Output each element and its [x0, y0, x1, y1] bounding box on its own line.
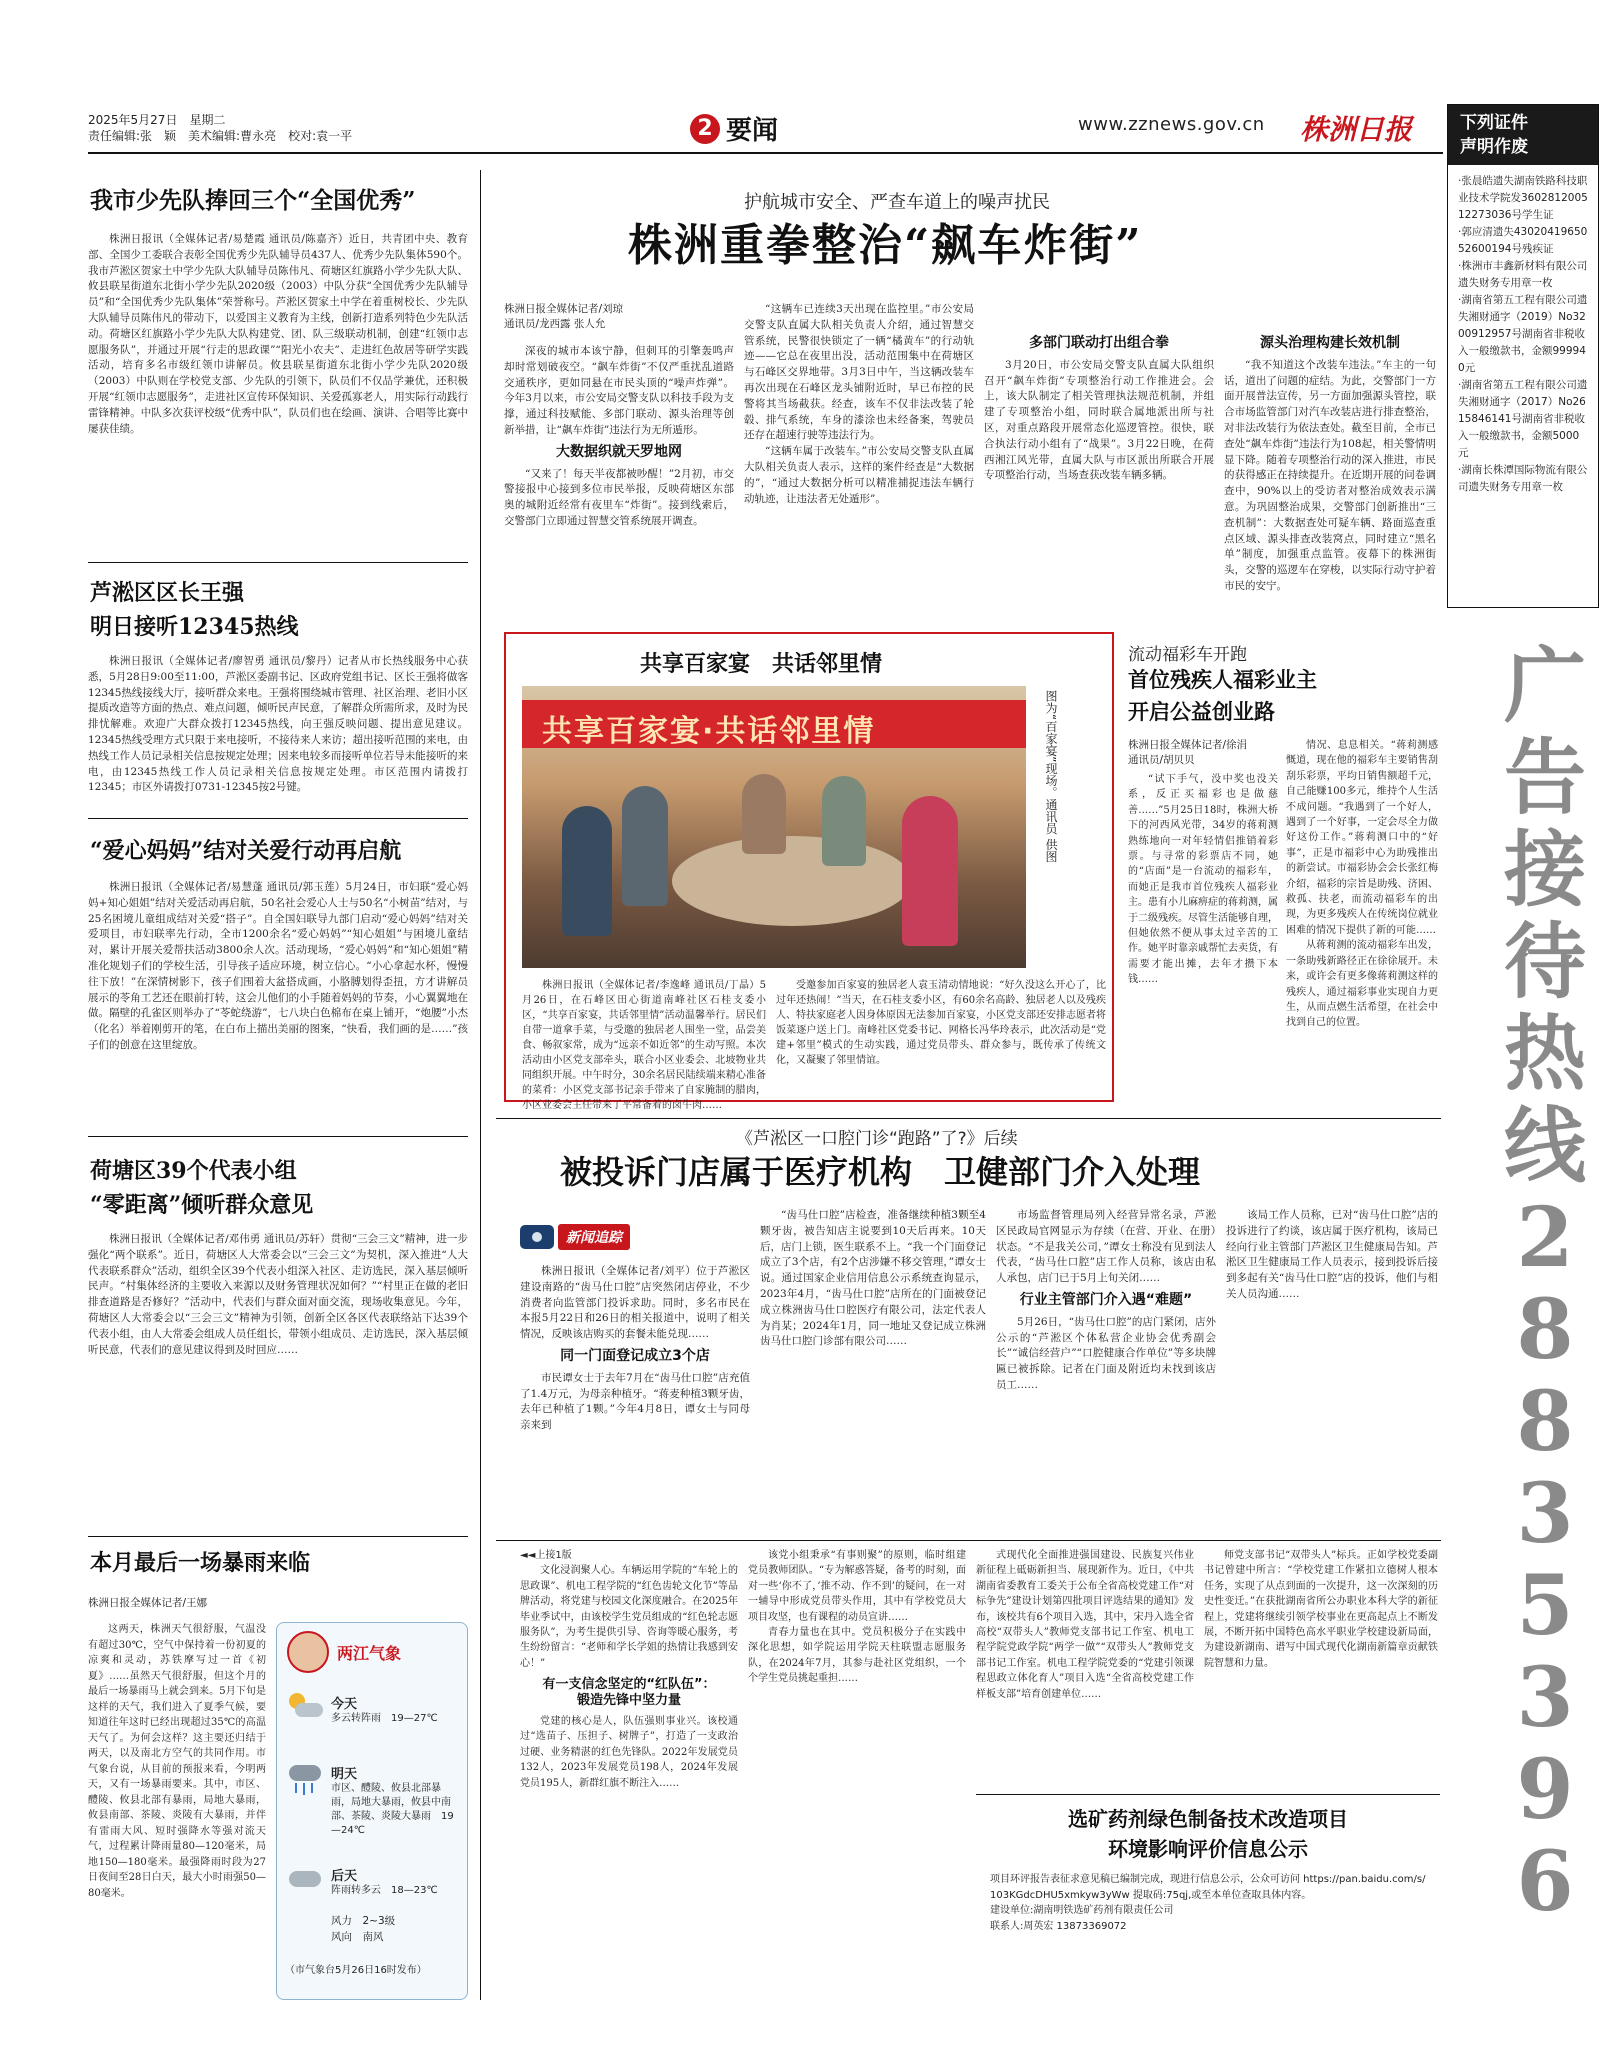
- env-notice-title: 选矿药剂绿色制备技术改造项目 环境影响评价信息公示: [1068, 1807, 1348, 1861]
- wind-force: 风力 2~3级: [331, 1915, 396, 1927]
- notice-item: ·张晨皓遗失湖南铁路科技职业技术学院发360281200512273036号学生证: [1458, 175, 1588, 221]
- banquet-title: 共享百家宴 共话邻里情: [640, 651, 883, 677]
- hetang-headline: 荷塘区39个代表小组 “零距离”倾听群众意见: [90, 1158, 314, 1218]
- notice-item: ·湖南省第五工程有限公司遗失湘财通字（2019）No3200912957号湖南省非税收入一般缴款书，金额999940元: [1458, 294, 1588, 374]
- day-desc: 多云转阵雨 19—27℃: [331, 1713, 438, 1724]
- rain-headline: 本月最后一场暴雨来临: [90, 1550, 311, 1576]
- lottery-headline: 首位残疾人福彩业主 开启公益创业路: [1128, 667, 1317, 724]
- cloud-sun-icon: [287, 1693, 325, 1721]
- ad-char: 待: [1503, 914, 1586, 1010]
- main-byline: 株洲日报全媒体记者/刘琼 通讯员/龙西露 张人允: [504, 303, 624, 330]
- school-body-col1: [520, 1548, 738, 2000]
- notice-item: ·株洲市丰鑫新材料有限公司遗失财务专用章一枚: [1458, 260, 1588, 289]
- ad-char: 线: [1503, 1098, 1586, 1194]
- article-text: 株洲日报讯（全媒体记者/李逸峰 通讯员/丁晶）5月26日，在石峰区田心街道南峰社区石桂支委小区，“共享百家宴，共话邻里情”活动温馨举行。居民们自带一道拿手菜，与受邀的独居老人围坐一堂，品尝美食、畅叙家常，成为“远亲不如近邻”的生动写照。本次活动由小区党支部牵头，联合小区业委会、北坡物业共同组织开展。中午时分，30余名居民陆续端来精心准备的菜肴：小区党支部书记亲手带来了自家腌制的腊肉，小区业委会主任带来了平常备着的卤牛肉……: [522, 980, 766, 1111]
- school-body-col4: [1204, 1548, 1438, 1788]
- lost-certificates-title: 下列证件 声明作废: [1448, 105, 1598, 165]
- article-text: 党建的核心是人，队伍强则事业兴。该校通过“选苗子、压担子、树牌子”，打造了一支政治过硬、业务精湛的红色先锋队。2022年发展党员132人，2023年发展党员198人，2024年发展党员195人，新群红旗不断注入……: [520, 1716, 738, 1789]
- dental-subhead-same-address: 同一门面登记成立3个店: [560, 1347, 710, 1364]
- ad-char: 9: [1516, 1742, 1574, 1838]
- article-text: 式现代化全面推进强国建设、民族复兴伟业新征程上砥砺新担当、展现新作为。近日，《中共湖南省委教育工委关于公布全省高校党建工作“对标争先”建设计划第四批项目评选结果的通知》发布，该校共有6个项目入选，其中，宋丹入选全省高校“双带头人”教师党支部书记工作室、机电工程学院党政学院“两学一做”“双带头人”教师党支部书记工作室。机电工程学院党委的“党建引领课程思政立体化育人”项目入选“全省高校党建工作样板支部”培育创建单位……: [976, 1550, 1194, 1700]
- masthead-rule: [88, 152, 1443, 154]
- ad-char: 广: [1503, 638, 1586, 734]
- ad-char: 接: [1503, 822, 1586, 918]
- person-shape: [742, 774, 786, 854]
- weather-box: [276, 1622, 468, 2000]
- article-text: 株洲日报讯（全媒体记者/廖智勇 通讯员/黎丹）记者从市长热线服务中心获悉，5月28日9:00至11:00，芦淞区委副书记、区政府党组书记、区长王强将做客12345热线接线大厅，接听群众来电。王强将围绕城市管理、社区治理、老旧小区提质改造等方面的热点、难点问题，倾听民声民意，了解群众所需所求，及时为民排忧解难。欢迎广大群众拨打12345热线，向王强反映问题、提出意见建议。12345热线受理方式只限于来电接听，不接待来人来访；超出接听范围的来电，由热线工作人员记录相关信息按规定处理；因来电较多而接听单位若导未能接听的来电，由12345热线工作人员记录相关信息按规定处理。市区范围内请拨打12345；市区外请拨打0731-12345按2号键。: [88, 655, 468, 794]
- main-headline: 株洲重拳整治“飙车炸街”: [628, 220, 1143, 271]
- site-url: www.zznews.gov.cn: [1078, 114, 1265, 135]
- page-number: 2: [690, 114, 720, 144]
- divider: [88, 818, 468, 819]
- article-text: “这辆车属于改装车。”市公安局交警支队直属大队相关负责人表示，这样的案件经查是“大数据的”，“通过大数据分析可以精准捕捉违法车辆行动轨迹，让违法者无处遁形”。: [744, 445, 974, 505]
- dental-headline: 被投诉门店属于医疗机构 卫健部门介入处理: [560, 1153, 1201, 1191]
- ad-char: 5: [1516, 1558, 1574, 1654]
- person-shape: [822, 776, 866, 866]
- forecast-tomorrow: [287, 1763, 459, 1838]
- main-subhead-joint: 多部门联动打出组合拳: [1029, 335, 1169, 351]
- divider: [976, 1794, 1440, 1795]
- rain-body: [88, 1622, 266, 2002]
- banner-text: 共享百家宴·共话邻里情: [542, 714, 876, 749]
- ad-char: 告: [1503, 730, 1586, 826]
- divider: [88, 1536, 468, 1537]
- article-text: 市场监督管理局列入经营异常名录，芦淞区民政局官网显示为存续（在营、开业、在册）状态。“不是我关公司，”谭女士称没有见到法人代表，“齿马仕口腔”店工作人员称，该店由私人承包，店门已于5月上旬关闭……: [996, 1209, 1216, 1285]
- love-mothers-headline: “爱心妈妈”结对关爱行动再启航: [90, 838, 402, 864]
- day-label: 明天: [331, 1767, 358, 1782]
- avatar: [287, 1631, 329, 1673]
- article-text: 深夜的城市本该宁静，但刺耳的引擎轰鸣声却时常划破夜空。“飙车炸街”不仅严重扰乱道路交通秩序，更如同悬在市民头顶的“噪声炸弹”。今年3月以来，市公安局交警支队以科技手段为支撑，通过科技赋能、多部门联动、源头治理等创新举措，让“飙车炸街”违法行为无所遁形。: [504, 345, 734, 436]
- day-label: 后天: [331, 1869, 358, 1884]
- lottery-body-col1: [1128, 772, 1278, 1110]
- lottery-byline: 株洲日报全媒体记者/徐涓 通讯员/胡贝贝: [1128, 739, 1248, 766]
- camera-icon: [520, 1225, 554, 1249]
- main-body-col4: [1224, 302, 1436, 660]
- article-text: 5月26日，“齿马仕口腔”的店门紧闭，店外公示的“芦淞区个体私营企业协会优秀副会长”“诚信经营户”“口腔健康合作单位”等多块牌匾已被拆除。记者在门面及附近均未找到该店员工……: [996, 1315, 1216, 1391]
- person-shape: [622, 786, 668, 906]
- dental-body-col1: [520, 1264, 750, 1530]
- young-pioneers-headline: 我市少先队捧回三个“全国优秀”: [90, 187, 416, 214]
- hetang-body: [88, 1232, 468, 1528]
- young-pioneers-body: [88, 232, 468, 554]
- article-text: 从蒋莉测的流动福彩车出发，一条助残新路径正在徐徐展开。未来，或许会有更多像蒋莉测这样的残疾人，通过福彩事业实现自力更生，从而点燃生活希望，在社会中找到自己的位置。: [1286, 940, 1438, 1029]
- newspaper-logo: 株洲日报: [1300, 113, 1413, 146]
- notice-item: ·湖南省第五工程有限公司遗失湘财通字（2017）No2615846141号湖南省非税收入一般缴款书，金额5000元: [1458, 379, 1588, 459]
- lost-certificates-list: [1448, 165, 1598, 504]
- ad-char: 8: [1516, 1282, 1574, 1378]
- column-divider: [480, 170, 481, 2000]
- lost-certificates-box: [1447, 104, 1599, 608]
- article-text: 3月20日，市公安局交警支队直属大队组织召开“飙车炸街”专项整治行动工作推进会。会上，该大队制定了相关管理执法规范机制，并组建了专项整治小组，同时联合属地派出所与社区，对重点路段开展常态化巡逻管控。很快，联合执法行动小组有了“战果”。3月22日晚，在荷西湘江风光带，直属大队与市区派出所联合开展专项整治行动，当场查获改装车辆多辆。: [984, 358, 1214, 482]
- dental-kicker: 《芦淞区一口腔门诊“跑路”了?》后续: [736, 1129, 1018, 1149]
- day-label: 今天: [331, 1697, 358, 1712]
- article-text: 青春力量也在其中。党员积极分子在实践中深化思想，如学院运用学院天柱联盟志愿服务队，在2024年7月，其参与赴社区党组织，一个个学生党员挑起重担……: [748, 1627, 966, 1685]
- badge-label: 新闻追踪: [558, 1224, 630, 1250]
- continued-from-label: ◄◄上接1版: [520, 1550, 572, 1561]
- article-text: “又来了！每天半夜都被吵醒！”2月初，市交警接报中心接到多位市民举报，反映荷塘区东部奥的城附近经常有夜里车“炸街”。接到线索后，交警部门立即通过智慧交管系统展开调查。: [504, 467, 734, 527]
- article-text: “齿马仕口腔”店检查，准备继续种植3颗至4颗牙齿，被告知店主说要到10天后再来。10天后，店门上锁，医生联系不上。“我一个门面登记成立了3个店，有2个店涉嫌不移交管理，”谭女士说。通过国家企业信用信息公示系统查询显示，2023年4月，“齿马仕口腔”店所在的门面被登记成立株洲齿马仕口腔医疗有限公司，法定代表人为肖某；2024年1月，同一地址又登记成立株洲齿马仕口腔门诊部有限公司……: [760, 1209, 986, 1348]
- school-subhead: 有一支信念坚定的“红队伍”： 锻造先锋中坚力量: [542, 1677, 716, 1708]
- main-body-col1: [504, 344, 734, 660]
- banquet-body-col1: [522, 978, 766, 1111]
- school-body-col2: [748, 1548, 966, 2000]
- photo-caption: 图为“百家宴”现场。通讯员 供图: [1044, 690, 1058, 863]
- lottery-body-col2: [1286, 738, 1438, 1110]
- banquet-photo: [522, 686, 1026, 968]
- rain-byline: 株洲日报全媒体记者/王娜: [88, 1597, 208, 1609]
- divider: [496, 1540, 1441, 1541]
- banquet-body-col2: [776, 978, 1106, 1094]
- hotline-headline: 芦淞区区长王强 明日接听12345热线: [90, 580, 299, 640]
- divider: [88, 562, 468, 563]
- article-text: 文化浸润聚人心。车辆运用学院的“车轮上的思政课”、机电工程学院的“红色齿轮文化节”等品牌活动，将党建与校园文化深度融合。在2025年毕业季试中，由该校学生党员组成的“红色轮志愿服务队”，为考生提供引导、咨询等暖心服务，考生纷纷留言：“老师和学长学姐的热情让我感到安心！”: [520, 1565, 738, 1669]
- main-subhead-bigdata: 大数据织就天罗地网: [556, 443, 682, 460]
- cloud-icon: [287, 1865, 325, 1893]
- hotline-body: [88, 654, 468, 806]
- wind-info: [331, 1913, 395, 1945]
- main-body-col3: [984, 302, 1214, 660]
- forecast-issued: （市气象台5月26日16时发布）: [285, 1965, 427, 1976]
- divider: [496, 1118, 1441, 1119]
- main-subhead-source: 源头治理构建长效机制: [1260, 335, 1400, 351]
- table-shape: [672, 836, 912, 926]
- page-section-marker: [690, 110, 778, 147]
- article-text: 这两天，株洲天气很舒服，气温没有超过30℃，空气中保持着一份初夏的凉爽和灵动，苏铁摩写过一首《初夏》……虽然天气很舒服，但这个月的最后一场暴雨马上就会到来。5月下旬是这样的天气，我们进入了夏季气候，要知道往年这时已经出现超过35℃的高温天气了。为何会这样？这主要还归结于两天，以及南北方空气的共同作用。市气象台说，从目前的预报来看，今明两天，又有一场暴雨要来。其中，市区、醴陵、攸县北部有暴雨，局地大暴雨，攸县南部、茶陵、炎陵有大暴雨，并伴有雷雨大风、短时强降水等强对流天气，过程累计降雨量80—120毫米，局地150—180毫米。最强降雨时段为27日夜间至28日白天，最大小时雨强50—80毫米。: [88, 1624, 266, 1899]
- divider: [88, 1136, 468, 1137]
- weather-brand: 两江气象: [337, 1643, 402, 1663]
- article-text: 株洲日报讯（全媒体记者/刘平）位于芦淞区建设南路的“齿马仕口腔”店突然闭店停业，不少消费者向监管部门投诉求助。同时，多名市民在本报5月22日和26日的相关报道中，说明了相关情况，反映该店购买的套餐未能兑现……: [520, 1265, 750, 1341]
- person-shape: [902, 796, 958, 946]
- issue-date: 2025年5月27日 星期二: [88, 113, 226, 127]
- dental-body-col2: [760, 1208, 986, 1530]
- forecast-after-tomorrow: [287, 1865, 459, 1898]
- notice-item: ·郭应清遗失430204196505260019​4号残疾证: [1458, 226, 1588, 255]
- person-shape: [562, 806, 612, 936]
- thunderstorm-icon: [287, 1763, 325, 1799]
- section-name: 要闻: [726, 116, 779, 146]
- weather-header: [277, 1623, 467, 1681]
- article-text: 株洲日报讯（全媒体记者/易楚霞 通讯员/陈嘉齐）近日，共青团中央、教育部、全国少工委联合表彰全国优秀少先队辅导员437人、优秀少先队集体590个。我市芦淞区贺家土中学少先队大队辅导员陈伟凡、荷塘区红旗路小学少先队大队、攸县联星街道东北街小学少先队2020级（2003）中队分获“全国优秀少先队辅导员”和“全国优秀少先队集体”荣誉称号。芦淞区贺家土中学在着重树校长、少先队大队辅导员陈伟凡的带动下，以爱国主义教育为主线，创新打造系列特色少先队活动。荷塘区红旗路小学少先队大队构建党、团、队三级联动机制，创建“红领巾志愿服务队”，并通过开展“行走的思政课”“阳光小农夫”、走进红色故居等研学实践活动，培育多名市级红领巾讲解员。攸县联星街道东北街小学少先队2020级（2003）中队则在学校党支部、少先队的引领下，队员们不仅品学兼优，还积极开展“红领巾志愿服务”，走进社区宣传环保知识、关爱孤寡老人，用实际行动践行雷锋精神。中队多次获评校级“优秀中队”，队员们也在绘画、演讲、合唱等比赛中屡获佳绩。: [88, 233, 468, 435]
- dental-subhead-regulator: 行业主管部门介入遇“难题”: [1019, 1291, 1193, 1308]
- school-body-col3: [976, 1548, 1194, 1788]
- dental-body-col3: [996, 1208, 1216, 1530]
- article-text: 市民谭女士于去年7月在“齿马仕口腔”店充值了1.4万元，为母亲种植牙。“蒋麦种植3颗牙齿，去年已种植了1颗。”今年4月8日，谭女士与同母亲来到: [520, 1371, 750, 1432]
- day-desc: 阵雨转多云 18—23℃: [331, 1885, 438, 1896]
- article-text: 该局工作人员称，已对“齿马仕口腔”店的投诉进行了约谈，该店属于医疗机构，该局已经向行业主管部门芦淞区卫生健康局告知。芦淞区卫生健康局工作人员表示，接到投诉后接到多起有关“齿马仕口腔”店的投诉，他们与相关人员沟通……: [1226, 1209, 1438, 1300]
- article-text: 该党小组秉承“有事则聚”的原则，临时组建党员教师团队。“专为解惑答疑，备考的时刻，面对一些‘你不了，’推不动、作不到’的疑问，在一对一辅导中形成党员带头作用，其中有学校党员大项目攻坚，也有课程的动员宣讲……: [748, 1550, 966, 1623]
- env-notice-body: 项目环评报告表征求意见稿已编制完成，现进行信息公示，公众可访问 https://pan.baidu.com/s/103KGdcDHU5xmkyw3yWw 提取码:75qj,或至本单位查取具体内容。 建设单位:湖南明铁选矿药剂有限责任公司 联系人:周英宏 13873369072: [990, 1874, 1426, 1932]
- ad-char: 8: [1516, 1374, 1574, 1470]
- news-tracking-badge: [520, 1222, 656, 1252]
- article-text: “这辆车已连续3天出现在监控里。”市公安局交警支队直属大队相关负责人介绍，通过智慧交管系统，民警很快锁定了一辆“橘黄车”的行动轨迹——它总在夜里出没，活动范围集中在荷塘区与石峰区交界地带。3月3日中午，当这辆改装车再次出现在石峰区龙头铺附近时，早已布控的民警将其当场截获。经查，该车不仅非法改装了轮毂、排气系统，车身的漆涂也未经备案，驾驶员还存在超速行驶等违法行为。: [744, 303, 974, 442]
- love-mothers-body: [88, 880, 468, 1128]
- ad-char: 3: [1516, 1650, 1574, 1746]
- notice-item: ·湖南长株潭国际物流有限公司遗失财务专用章一枚: [1458, 464, 1588, 493]
- advertising-hotline: [1490, 640, 1600, 1928]
- ad-char: 3: [1516, 1466, 1574, 1562]
- article-text: 情况、息息相关。“蒋莉测感慨道，现在他的福彩车主要销售刮刮乐彩票，平均日销售额超千元，自己能赚100多元，维持个人生活不成问题。“我遇到了一个好人，遇到了一个好事，一定会尽全力做好这份工作。”蒋莉测口中的“好事”，正是市福彩中心为助残推出的新尝试。市福彩协会会长张红梅介绍，福彩的宗旨是助残、济困、救孤、扶老，而流动福彩车的出现，为更多残疾人在传统岗位就业困难的情况下提供了新的可能……: [1286, 740, 1438, 936]
- main-kicker: 护航城市安全、严查车道上的噪声扰民: [744, 192, 1050, 213]
- ad-char: 热: [1503, 1006, 1586, 1102]
- article-text: “我不知道这个改装车违法。”车主的一句话，道出了问题的症结。为此，交警部门一方面开展普法宣传，另一方面加强源头管控，联合市场监管部门对汽车改装店进行排查整治，对非法改装行为依法查处。截至目前，全市已查处“飙车炸街”违法行为108起，相关警情明显下降。随着专项整治行动的深入推进，市民的获得感正在持续提升。在近期开展的问卷调查中，90%以上的受访者对整治成效表示满意。为巩固整治成果，交警部门创新推出“三查机制”：大数据查处可疑车辆、路面巡查重点区域、源头排查改装窝点，同时建立“黑名单”制度，加强重点监管。夜幕下的株洲街头，交警的巡逻车在穿梭，以实际行动守护着市民的安宁。: [1224, 358, 1436, 592]
- editors-line: 责任编辑:张 颖 美术编辑:曹永亮 校对:袁一平: [88, 129, 353, 143]
- forecast-today: [287, 1693, 459, 1726]
- article-text: 受邀参加百家宴的独居老人袁玉清动情地说：“好久没这么开心了，比过年还热闹！”当天，在石桂支委小区，有60余名高龄、独居老人以及残疾人、特扶家庭老人因身体原因无法参加百家宴，小区党支部还安排志愿者将饭菜逐户送上门。南峰社区党委书记、网格长冯华玲表示，此次活动是“党建+邻里”模式的生动实践，通过党员带头、群众参与，既传承了传统文化，又凝聚了邻里情谊。: [776, 980, 1106, 1066]
- main-body-col2: [744, 302, 974, 660]
- article-text: 株洲日报讯（全媒体记者/邓伟勇 通讯员/苏轩）贯彻“三会三文”精神，进一步强化“两个联系”。近日，荷塘区人大常委会以“三会三文”为契机，深入推进“人大代表联系群众”活动，组织全区39个代表小组深入社区、走访选民，深入基层倾听民声。“村集体经济的主要收入来源以及财务管理状况如何？”“村里正在做的老旧排查道路是否修好？”活动中，代表们与群众面对面交流，现场收集意见。今年，荷塘区人大常委会以“三会三文”精神为引领，创新全区各区代表联络站下达39个代表小组，由人大常委会组成人员任组长，带领小组成员、走访选民，深入基层倾听民意，代表们的意见建议得到及时回应……: [88, 1233, 468, 1356]
- article-text: 株洲日报讯（全媒体记者/易慧蓬 通讯员/郭玉莲）5月24日，市妇联“爱心妈妈+知心姐姐”结对关爱活动再启航，50名社会爱心人士与50名“小树苗”结对，与25名困境儿童组成结对关爱“搭子”。自全国妇联导九部门启动“爱心妈妈”结对关爱项目，市妇联率先行动，全市1200余名“爱心妈妈”“知心姐姐”与困境儿童结对，累计开展关爱帮扶活动3800余人次。活动现场，“爱心妈妈”和“知心姐姐”精准化规划子们的学校生活，引导孩子适应环境，树立信心。“小心拿起水杯，慢慢往下放！”在深情树影下，孩子们围着大盆搭成画，小胳膊划得歪扭，方才讲解员展示的苓角工艺还在眼前打转，这会儿他们的小手随着妈妈的节奏，小心翼翼地在做。隔壁的孔雀区则举办了“苓蛇绕游”，七八块白色棉布在桌上铺开，“炮腰”小杰（化名）举着刚剪开的笔，在白布上描出美丽的图案，“快看，我们画的是……”孩子们的创意在这里绽放。: [88, 881, 468, 1051]
- lottery-kicker: 流动福彩车开跑: [1128, 645, 1247, 665]
- article-text: 师党支部书记“双带头人”标兵。正如学校党委副书记曾建中所言：“学校党建工作紧扣立德树人根本任务，实现了从点到面的一次提升，这一次深刻的历史性变迁。”在获批湖南省所公办职业本科大学的新征程上，党建将继续引领学校事业在更高起点上不断发展，不断开拓中国特色高水平职业学校建设新局面，为建设新湖南、谱写中国式现代化湖南新篇章贡献铁院智慧和力量。: [1204, 1550, 1438, 1669]
- article-text: “试下手气，没中奖也没关系，反正买福彩也是做慈善……”5月25日18时，株洲大桥下的河西风光带，34岁的蒋莉测熟练地向一对年轻情侣推销着彩票。与寻常的彩票店不同，她的“店面”是一台流动的福彩车，而她正是我市首位残疾人福彩业主。患有小儿麻痹症的蒋莉测，属于二级残疾。尽管生活能够自理，但她依然不便从事太过辛苦的工作。她平时靠亲戚帮忙去卖货，有需要才能出摊，去年才攒下本钱……: [1128, 774, 1278, 986]
- dental-body-col4: [1226, 1208, 1438, 1530]
- ad-char: 2: [1516, 1190, 1574, 1286]
- day-desc: 市区、醴陵、攸县北部暴雨，局地大暴雨，攸县中南部、茶陵、炎陵大暴雨 19—24℃: [331, 1783, 454, 1836]
- ad-char: 6: [1516, 1834, 1574, 1930]
- wind-direction: 风向 南风: [331, 1931, 384, 1943]
